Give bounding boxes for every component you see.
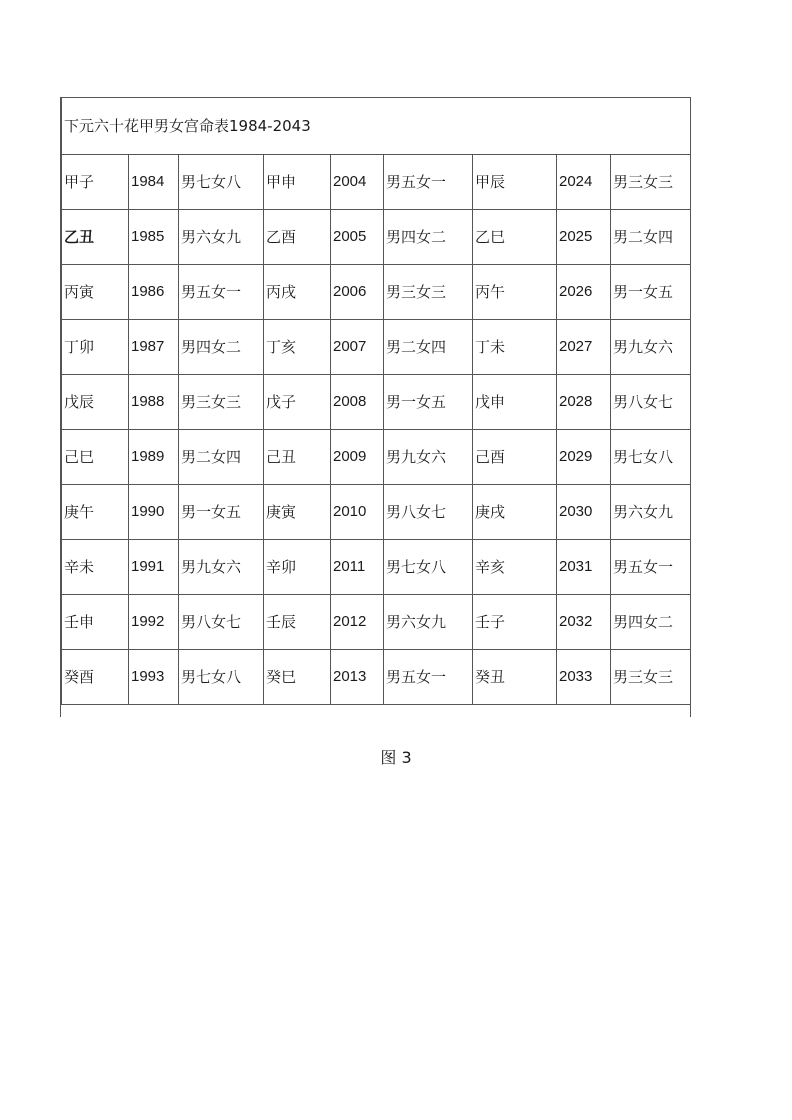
year-cell: 1989	[129, 430, 179, 485]
palace-cell: 男三女三	[611, 155, 692, 210]
year-cell: 1993	[129, 650, 179, 705]
year-cell: 1991	[129, 540, 179, 595]
year-cell: 2005	[331, 210, 384, 265]
ganzhi-cell: 丙寅	[62, 265, 129, 320]
ganzhi-cell: 辛卯	[264, 540, 331, 595]
year-cell: 2008	[331, 375, 384, 430]
palace-cell: 男三女三	[384, 265, 473, 320]
table-row	[62, 265, 692, 320]
palace-cell: 男三女三	[611, 650, 692, 705]
ganzhi-cell: 庚戌	[473, 485, 557, 540]
ganzhi-cell: 丙戌	[264, 265, 331, 320]
palace-cell: 男五女一	[384, 650, 473, 705]
ganzhi-cell: 壬辰	[264, 595, 331, 650]
year-cell: 2013	[331, 650, 384, 705]
palace-cell: 男八女七	[384, 485, 473, 540]
palace-cell: 男二女四	[611, 210, 692, 265]
ganzhi-cell: 癸丑	[473, 650, 557, 705]
palace-cell: 男四女二	[384, 210, 473, 265]
year-cell: 1984	[129, 155, 179, 210]
ganzhi-cell: 庚寅	[264, 485, 331, 540]
year-cell: 1985	[129, 210, 179, 265]
ganzhi-cell: 丁亥	[264, 320, 331, 375]
palace-cell: 男九女六	[611, 320, 692, 375]
ganzhi-cell: 甲辰	[473, 155, 557, 210]
palace-cell: 男四女二	[179, 320, 264, 375]
year-cell: 1986	[129, 265, 179, 320]
palace-cell: 男九女六	[179, 540, 264, 595]
table-title: 下元六十花甲男女宫命表1984-2043	[62, 98, 692, 155]
ganzhi-cell: 甲子	[62, 155, 129, 210]
table-row	[62, 155, 692, 210]
palace-cell: 男八女七	[179, 595, 264, 650]
ganzhi-cell: 甲申	[264, 155, 331, 210]
year-cell: 2012	[331, 595, 384, 650]
ganzhi-cell: 癸巳	[264, 650, 331, 705]
year-cell: 2024	[557, 155, 611, 210]
year-cell: 2010	[331, 485, 384, 540]
palace-cell: 男五女一	[179, 265, 264, 320]
palace-cell: 男三女三	[179, 375, 264, 430]
year-cell: 2026	[557, 265, 611, 320]
ming-gong-table	[61, 97, 691, 705]
table-row	[62, 595, 692, 650]
palace-cell: 男六女九	[384, 595, 473, 650]
palace-cell: 男六女九	[611, 485, 692, 540]
ganzhi-cell: 壬子	[473, 595, 557, 650]
ganzhi-cell: 己丑	[264, 430, 331, 485]
table-row	[62, 210, 692, 265]
year-cell: 2033	[557, 650, 611, 705]
ganzhi-cell: 丙午	[473, 265, 557, 320]
table-row	[62, 320, 692, 375]
ganzhi-cell: 丁卯	[62, 320, 129, 375]
year-cell: 2006	[331, 265, 384, 320]
palace-cell: 男二女四	[384, 320, 473, 375]
ganzhi-cell: 乙丑	[62, 210, 129, 265]
year-cell: 2011	[331, 540, 384, 595]
year-cell: 2007	[331, 320, 384, 375]
palace-cell: 男七女八	[179, 650, 264, 705]
palace-cell: 男七女八	[179, 155, 264, 210]
palace-cell: 男一女五	[179, 485, 264, 540]
ganzhi-cell: 乙巳	[473, 210, 557, 265]
year-cell: 2029	[557, 430, 611, 485]
year-cell: 2031	[557, 540, 611, 595]
year-cell: 2030	[557, 485, 611, 540]
ganzhi-cell: 戊辰	[62, 375, 129, 430]
palace-cell: 男四女二	[611, 595, 692, 650]
year-cell: 1990	[129, 485, 179, 540]
ganzhi-cell: 癸酉	[62, 650, 129, 705]
palace-cell: 男七女八	[611, 430, 692, 485]
table-title-row	[62, 98, 692, 155]
ganzhi-cell: 己巳	[62, 430, 129, 485]
table-row	[62, 650, 692, 705]
palace-cell: 男八女七	[611, 375, 692, 430]
year-cell: 1987	[129, 320, 179, 375]
ganzhi-cell: 戊子	[264, 375, 331, 430]
ganzhi-cell: 辛未	[62, 540, 129, 595]
year-cell: 2027	[557, 320, 611, 375]
palace-cell: 男一女五	[611, 265, 692, 320]
ganzhi-cell: 丁未	[473, 320, 557, 375]
table-row	[62, 540, 692, 595]
palace-cell: 男一女五	[384, 375, 473, 430]
year-cell: 1992	[129, 595, 179, 650]
table-row	[62, 375, 692, 430]
palace-cell: 男五女一	[384, 155, 473, 210]
table-row	[62, 430, 692, 485]
year-cell: 2028	[557, 375, 611, 430]
year-cell: 2009	[331, 430, 384, 485]
year-cell: 2025	[557, 210, 611, 265]
palace-cell: 男九女六	[384, 430, 473, 485]
ganzhi-cell: 壬申	[62, 595, 129, 650]
ganzhi-cell: 己酉	[473, 430, 557, 485]
ganzhi-cell: 庚午	[62, 485, 129, 540]
ming-gong-table-container	[60, 97, 691, 717]
palace-cell: 男六女九	[179, 210, 264, 265]
palace-cell: 男五女一	[611, 540, 692, 595]
table-row	[62, 485, 692, 540]
year-cell: 2004	[331, 155, 384, 210]
ganzhi-cell: 戊申	[473, 375, 557, 430]
ganzhi-cell: 乙酉	[264, 210, 331, 265]
ganzhi-cell: 辛亥	[473, 540, 557, 595]
palace-cell: 男二女四	[179, 430, 264, 485]
year-cell: 2032	[557, 595, 611, 650]
year-cell: 1988	[129, 375, 179, 430]
palace-cell: 男七女八	[384, 540, 473, 595]
figure-caption: 图 3	[380, 748, 412, 767]
